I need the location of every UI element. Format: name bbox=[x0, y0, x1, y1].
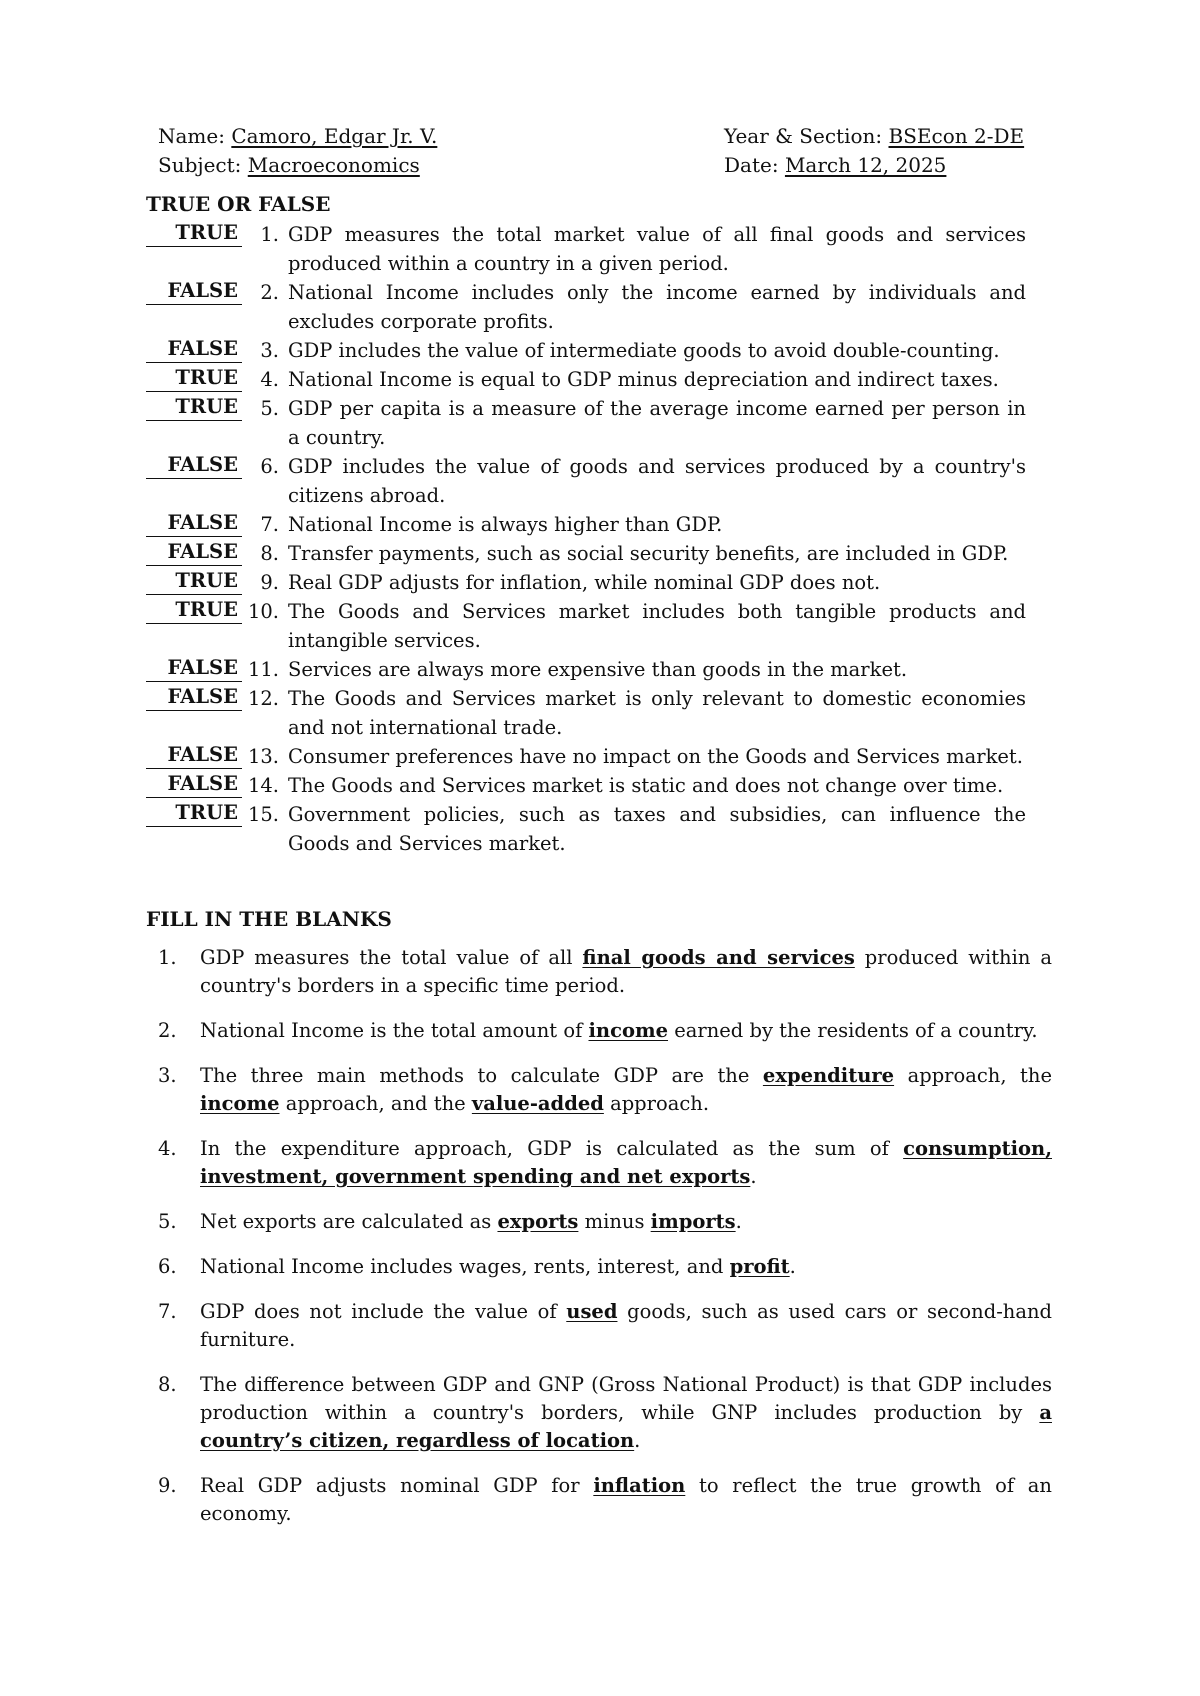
fb-item bbox=[146, 1472, 1052, 1528]
tf-statement: GDP includes the value of intermediate goods to avoid double-counting. bbox=[288, 339, 1000, 362]
tf-statement: Real GDP adjusts for inflation, while nominal GDP does not. bbox=[288, 571, 881, 594]
tf-answer: FALSE bbox=[146, 336, 242, 363]
year-section-label: Year & Section: bbox=[724, 124, 889, 148]
subject-line bbox=[158, 151, 420, 179]
fb-text-segment: The three main methods to calculate GDP are the bbox=[200, 1064, 763, 1087]
tf-answer: FALSE bbox=[146, 539, 242, 566]
tf-number: 10. bbox=[247, 600, 279, 623]
name-label: Name: bbox=[158, 124, 232, 148]
tf-number: 2. bbox=[260, 281, 279, 304]
fb-answer: income bbox=[200, 1092, 280, 1115]
fb-text-segment: earned by the residents of a country. bbox=[668, 1019, 1038, 1042]
tf-item bbox=[146, 655, 1026, 684]
tf-item bbox=[146, 742, 1026, 771]
fb-text-segment: to reflect the true growth of an economy. bbox=[200, 1474, 1052, 1525]
tf-answer: TRUE bbox=[146, 568, 242, 595]
fb-sentence bbox=[200, 1371, 1052, 1455]
tf-statement: The Goods and Services market includes both tangible products and intangible services. bbox=[288, 600, 1026, 652]
fb-text-segment: goods, such as used cars or second-hand furniture. bbox=[200, 1300, 1053, 1351]
year-section-value: BSEcon 2-DE bbox=[888, 124, 1025, 148]
fb-number: 9. bbox=[158, 1474, 177, 1497]
tf-statement: Government policies, such as taxes and subsidies, can influence the Goods and Services market. bbox=[288, 803, 1026, 855]
fill-blanks-list bbox=[146, 944, 1052, 1545]
fb-answer: a country’s citizen, regardless of location bbox=[200, 1401, 1052, 1452]
fb-number: 4. bbox=[158, 1137, 177, 1160]
tf-number: 11. bbox=[247, 658, 279, 681]
tf-item bbox=[146, 510, 1026, 539]
tf-number: 14. bbox=[247, 774, 279, 797]
tf-item bbox=[146, 278, 1026, 336]
tf-item bbox=[146, 568, 1026, 597]
tf-number: 12. bbox=[247, 687, 279, 710]
fb-text-segment: Net exports are calculated as bbox=[200, 1210, 498, 1233]
fb-number: 3. bbox=[158, 1064, 177, 1087]
tf-number: 8. bbox=[260, 542, 279, 565]
tf-statement: The Goods and Services market is static and does not change over time. bbox=[288, 774, 1004, 797]
tf-answer: TRUE bbox=[146, 365, 242, 392]
fb-sentence bbox=[200, 1017, 1052, 1045]
tf-statement: GDP per capita is a measure of the average income earned per person in a country. bbox=[288, 397, 1026, 449]
fb-item bbox=[146, 1135, 1052, 1191]
fb-sentence bbox=[200, 944, 1052, 1000]
tf-statement: National Income includes only the income earned by individuals and excludes corporate profits. bbox=[288, 281, 1026, 333]
fb-answer: value-added bbox=[471, 1092, 604, 1115]
tf-item bbox=[146, 771, 1026, 800]
tf-answer: FALSE bbox=[146, 742, 242, 769]
fb-item bbox=[146, 1208, 1052, 1236]
fb-item bbox=[146, 1017, 1052, 1045]
fb-sentence bbox=[200, 1208, 1052, 1236]
fb-text-segment: . bbox=[789, 1255, 796, 1278]
tf-answer: FALSE bbox=[146, 452, 242, 479]
fb-answer: used bbox=[566, 1300, 618, 1323]
fb-number: 2. bbox=[158, 1019, 177, 1042]
fb-answer: inflation bbox=[593, 1474, 686, 1497]
tf-number: 15. bbox=[247, 803, 279, 826]
fb-sentence bbox=[200, 1298, 1052, 1354]
tf-item bbox=[146, 800, 1026, 858]
tf-number: 7. bbox=[260, 513, 279, 536]
fb-number: 8. bbox=[158, 1373, 177, 1396]
tf-answer: TRUE bbox=[146, 597, 242, 624]
tf-statement: National Income is equal to GDP minus depreciation and indirect taxes. bbox=[288, 368, 999, 391]
tf-number: 5. bbox=[260, 397, 279, 420]
tf-item bbox=[146, 365, 1026, 394]
fb-text-segment: GDP measures the total value of all bbox=[200, 946, 583, 969]
tf-statement: National Income is always higher than GDP. bbox=[288, 513, 723, 536]
tf-statement: The Goods and Services market is only relevant to domestic economies and not international trade. bbox=[288, 687, 1026, 739]
fb-sentence bbox=[200, 1135, 1052, 1191]
date-value: March 12, 2025 bbox=[784, 153, 947, 177]
tf-item bbox=[146, 336, 1026, 365]
fb-text-segment: . bbox=[634, 1429, 641, 1452]
fb-answer: expenditure bbox=[762, 1064, 895, 1087]
true-false-list bbox=[146, 220, 1026, 858]
tf-number: 13. bbox=[247, 745, 279, 768]
fb-answer: income bbox=[588, 1019, 669, 1042]
tf-answer: FALSE bbox=[146, 278, 242, 305]
fb-text-segment: National Income is the total amount of bbox=[200, 1019, 589, 1042]
subject-value: Macroeconomics bbox=[247, 153, 420, 177]
tf-statement: GDP measures the total market value of all final goods and services produced within a country in a given period. bbox=[288, 223, 1026, 275]
tf-item bbox=[146, 539, 1026, 568]
fb-answer: exports bbox=[497, 1210, 579, 1233]
fb-text-segment: In the expenditure approach, GDP is calculated as the sum of bbox=[200, 1137, 904, 1160]
tf-item bbox=[146, 452, 1026, 510]
fb-sentence bbox=[200, 1062, 1052, 1118]
fb-item bbox=[146, 1371, 1052, 1455]
tf-statement: Services are always more expensive than goods in the market. bbox=[288, 658, 908, 681]
fb-number: 6. bbox=[158, 1255, 177, 1278]
tf-item bbox=[146, 597, 1026, 655]
fb-answer: imports bbox=[650, 1210, 736, 1233]
tf-answer: FALSE bbox=[146, 771, 242, 798]
fb-text-segment: GDP does not include the value of bbox=[200, 1300, 567, 1323]
fb-text-segment: approach. bbox=[603, 1092, 710, 1115]
year-section-line bbox=[724, 122, 1024, 150]
tf-answer: TRUE bbox=[146, 220, 242, 247]
fb-answer: final goods and services bbox=[582, 946, 855, 969]
tf-answer: TRUE bbox=[146, 394, 242, 421]
fb-answer: consumption, investment, government spending and net exports bbox=[200, 1137, 1052, 1188]
tf-answer: FALSE bbox=[146, 655, 242, 682]
tf-statement: Transfer payments, such as social security benefits, are included in GDP. bbox=[288, 542, 1009, 565]
fb-answer: profit bbox=[729, 1255, 790, 1278]
tf-answer: FALSE bbox=[146, 510, 242, 537]
fb-text-segment: The difference between GDP and GNP (Gross National Product) is that GDP includes production within a country's borders, while GNP includes production by bbox=[200, 1373, 1052, 1424]
name-line bbox=[158, 122, 437, 150]
tf-number: 6. bbox=[260, 455, 279, 478]
fb-text-segment: minus bbox=[578, 1210, 651, 1233]
tf-number: 9. bbox=[260, 571, 279, 594]
tf-answer: TRUE bbox=[146, 800, 242, 827]
date-line bbox=[724, 151, 946, 179]
name-value: Camoro, Edgar Jr. V. bbox=[231, 124, 438, 148]
fb-item bbox=[146, 1062, 1052, 1118]
fb-text-segment: approach, and the bbox=[279, 1092, 472, 1115]
true-false-title: TRUE OR FALSE bbox=[146, 192, 331, 216]
fb-item bbox=[146, 1253, 1052, 1281]
fb-number: 7. bbox=[158, 1300, 177, 1323]
fb-text-segment: Real GDP adjusts nominal GDP for bbox=[200, 1474, 594, 1497]
fb-number: 1. bbox=[158, 946, 177, 969]
tf-number: 4. bbox=[260, 368, 279, 391]
fb-sentence bbox=[200, 1472, 1052, 1528]
tf-number: 1. bbox=[260, 223, 279, 246]
tf-item bbox=[146, 394, 1026, 452]
fb-item bbox=[146, 1298, 1052, 1354]
tf-item bbox=[146, 684, 1026, 742]
fb-text-segment: approach, the bbox=[894, 1064, 1052, 1087]
tf-number: 3. bbox=[260, 339, 279, 362]
fb-number: 5. bbox=[158, 1210, 177, 1233]
fb-sentence bbox=[200, 1253, 1052, 1281]
fb-text-segment: . bbox=[750, 1165, 757, 1188]
date-label: Date: bbox=[724, 153, 785, 177]
tf-answer: FALSE bbox=[146, 684, 242, 711]
fb-item bbox=[146, 944, 1052, 1000]
fb-text-segment: . bbox=[735, 1210, 742, 1233]
tf-item bbox=[146, 220, 1026, 278]
tf-statement: Consumer preferences have no impact on the Goods and Services market. bbox=[288, 745, 1023, 768]
tf-statement: GDP includes the value of goods and services produced by a country's citizens abroad. bbox=[288, 455, 1026, 507]
fb-text-segment: National Income includes wages, rents, interest, and bbox=[200, 1255, 730, 1278]
fb-text-segment: produced within a country's borders in a specific time period. bbox=[200, 946, 1052, 997]
fill-blanks-title: FILL IN THE BLANKS bbox=[146, 907, 392, 931]
subject-label: Subject: bbox=[158, 153, 248, 177]
